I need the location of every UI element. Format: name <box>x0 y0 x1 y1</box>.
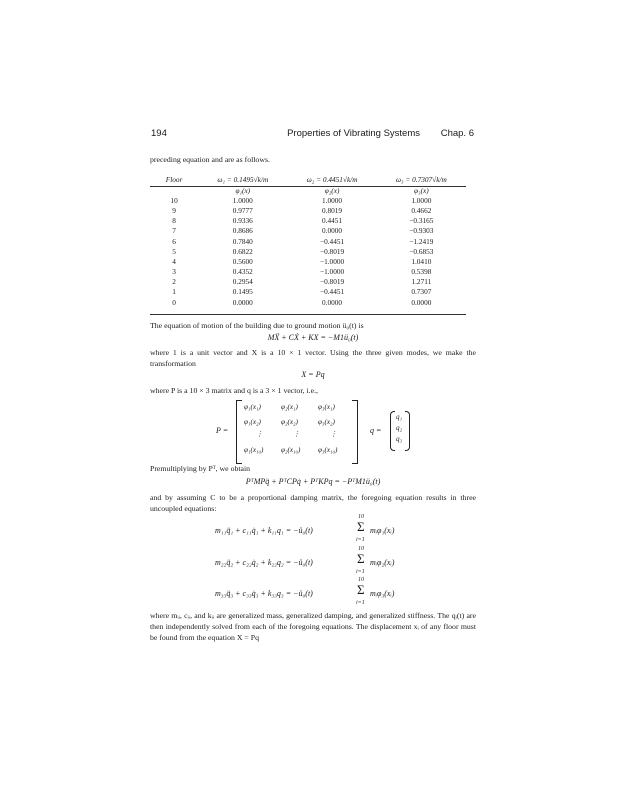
vector-cell: q₃ <box>396 435 403 443</box>
col-header-mode1: ω₁ = 0.1495√k/m <box>217 174 269 184</box>
uncoupled-eq-3-term: mᵢφ₃(xᵢ) <box>370 589 395 598</box>
table-row: 10 1.0000 1.0000 1.0000 <box>170 195 432 205</box>
sub-header-phi1: φ₁(x) <box>235 185 251 195</box>
table-row: 9 0.9777 0.8019 0.4662 <box>172 205 432 215</box>
paragraph-proportional-damping: and by assuming C to be a proportional damping matrix, the foregoing equation results in three uncoupled equations: <box>150 493 476 514</box>
equation-premultiplied: PᵀMPq̈ + PᵀCPq̇ + PᵀKPq = −PᵀM1ü₀(t) <box>245 477 381 486</box>
equation-motion: MẌ + CẊ + KX = −M1ü₀(t) <box>267 333 359 342</box>
sum-upper-limit: 10 <box>358 514 364 520</box>
uncoupled-eq-2-lhs: m₂₂q̈₂ + c₂₂q̇₂ + k₂₂q₂ = −ü₀(t) <box>215 558 313 567</box>
table-row: 4 0.5600 −1.0000 1.0410 <box>172 256 432 266</box>
matrix-cell: φ₁(x₁) <box>244 403 261 411</box>
table-row: 6 0.7840 −0.4451 −1.2419 <box>172 236 434 246</box>
matrix-right-bracket <box>352 400 358 464</box>
table-row: 3 0.4352 −1.0000 0.5398 <box>172 267 432 277</box>
sum-upper-limit: 10 <box>358 577 364 583</box>
matrix-cell: φ₂(x₂) <box>281 418 298 426</box>
matrix-cell: φ₂(x₁) <box>281 403 298 411</box>
paragraph-generalized: where mᵢᵢ, cᵢᵢ, and kᵢᵢ are generalized mass, generalized damping, and generalized stiffness. The qᵢ(t) are then independently solved from each of the foregoing equations. The displacement xᵢ of any floor must be found from the equation X = Pq <box>150 611 476 643</box>
sum-upper-limit: 10 <box>358 546 364 552</box>
matrix-cell: φ₃(x₂) <box>318 418 335 426</box>
paragraph-motion: The equation of motion of the building due to ground motion ü₀(t) is <box>150 321 364 330</box>
matrix-left-bracket <box>236 400 242 464</box>
sum-lower-limit: i=1 <box>356 537 365 543</box>
table-row: 5 0.6822 −0.8019 −0.6853 <box>172 246 434 256</box>
col-header-mode3: ω₃ = 0.7307√k/m <box>395 174 447 184</box>
col-header-floor: Floor <box>165 174 183 184</box>
sum-lower-limit: i=1 <box>356 569 365 575</box>
table-row: 1 0.1495 −0.4451 0.7307 <box>172 287 432 297</box>
col-header-mode2: ω₂ = 0.4451√k/m <box>306 174 358 184</box>
sum-lower-limit: i=1 <box>356 600 365 606</box>
matrix-cell: φ₃(x₁) <box>318 403 335 411</box>
table-row: 7 0.8686 0.0000 −0.9303 <box>172 226 434 236</box>
paragraph-transform: where 1 is a unit vector and X is a 10 × 1 vector. Using the three given modes, we make the transformation <box>150 348 476 369</box>
intro-text: preceding equation and are as follows. <box>150 155 270 164</box>
table-row: 0 0.0000 0.0000 0.0000 <box>172 297 432 307</box>
matrix-cell: ⋮ <box>293 430 301 438</box>
matrix-cell: φ₁(x₁₀) <box>244 446 264 454</box>
vector-q-label: q = <box>370 426 382 435</box>
paragraph-premultiply: Premultiplying by Pᵀ, we obtain <box>150 464 251 473</box>
chapter-label: Chap. 6 <box>440 128 474 139</box>
table-row: 8 0.9336 0.4451 −0.3165 <box>172 216 434 226</box>
section-title: Properties of Vibrating Systems <box>287 128 420 139</box>
mode-shape-table <box>150 173 466 307</box>
sub-header-phi3: φ₃(x) <box>414 185 429 195</box>
matrix-p-label: P = <box>216 426 229 435</box>
vector-right-brace <box>405 411 410 451</box>
sum-symbol: Σ <box>357 519 365 534</box>
uncoupled-eq-1-lhs: m₁₁q̈₁ + c₁₁q̇₁ + k₁₁q₁ = −ü₀(t) <box>215 526 313 535</box>
matrix-cell: ⋮ <box>256 430 264 438</box>
matrix-cell: φ₁(x₂) <box>244 418 261 426</box>
sum-symbol: Σ <box>357 582 365 597</box>
sub-header-phi2: φ₂(x) <box>324 185 340 195</box>
uncoupled-eq-2-term: mᵢφ₂(xᵢ) <box>370 558 395 567</box>
page-number: 194 <box>151 128 167 139</box>
sum-symbol: Σ <box>357 551 365 566</box>
vector-cell: q₁ <box>396 413 403 421</box>
table-bottom-rule <box>150 314 466 315</box>
vector-left-brace <box>390 411 395 451</box>
table-row: 2 0.2954 −0.8019 1.2711 <box>172 277 432 287</box>
uncoupled-eq-3-lhs: m₃₃q̈₃ + c₃₃q̇₃ + k₃₃q₃ = −ü₀(t) <box>215 589 313 598</box>
matrix-cell: φ₃(x₁₀) <box>318 446 338 454</box>
uncoupled-eq-1-term: mᵢφ₁(xᵢ) <box>370 526 395 535</box>
vector-cell: q₂ <box>396 424 403 432</box>
matrix-cell: φ₂(x₁₀) <box>281 446 301 454</box>
paragraph-matrix-def: where P is a 10 × 3 matrix and q is a 3 × 1 vector, i.e., <box>150 386 318 395</box>
equation-transform: X = Pq <box>301 370 325 379</box>
matrix-cell: ⋮ <box>330 430 338 438</box>
